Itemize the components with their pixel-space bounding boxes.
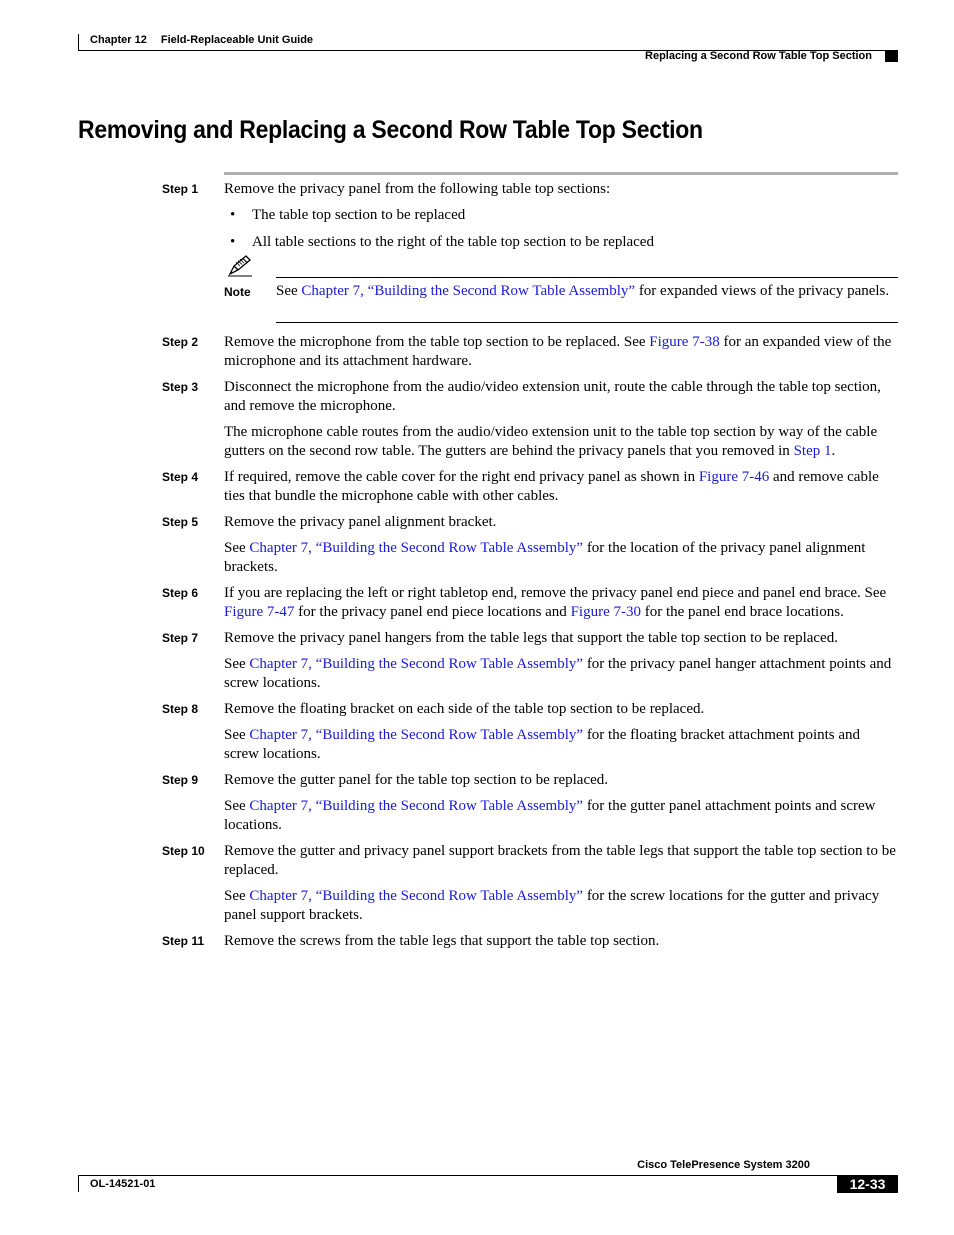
step-1 (0, 180, 954, 326)
see-text-post: for the location of the privacy panel alignment brackets. (224, 540, 866, 575)
note-rule-bottom (276, 322, 898, 323)
note-text-pre: See (276, 283, 302, 299)
running-header-left (90, 34, 313, 46)
step-body (224, 584, 898, 622)
detail-text-post: . (831, 443, 836, 459)
step-see-also (224, 655, 898, 693)
chapter-7-link[interactable]: Chapter 7, “Building the Second Row Table Assembly” (301, 283, 636, 299)
header-section: Replacing a Second Row Table Top Section (645, 50, 872, 62)
step-10 (0, 842, 954, 925)
step-text-post: for the panel end brace locations. (640, 604, 844, 620)
header-chapter: Chapter 12 (90, 34, 147, 46)
step-text-mid: for the privacy panel end piece locations and (294, 604, 571, 620)
step-text: Remove the gutter panel for the table top section to be replaced. (224, 772, 609, 788)
step-text-pre: If required, remove the cable cover for the right end privacy panel as shown in (224, 469, 699, 485)
footer-doc-id: OL-14521-01 (90, 1178, 156, 1190)
step-text (224, 468, 898, 506)
step-3 (0, 378, 954, 461)
figure-7-30-link[interactable]: Figure 7-30 (570, 604, 641, 620)
step-body (224, 700, 898, 764)
step-text: Remove the gutter and privacy panel support brackets from the table legs that support the table top section to be replaced. (224, 843, 896, 878)
chapter-7-link[interactable]: Chapter 7, “Building the Second Row Table Assembly” (249, 888, 584, 904)
step-body (224, 180, 898, 252)
step-text: Remove the privacy panel hangers from the table legs that support the table top section to be replaced. (224, 630, 838, 646)
chapter-7-link[interactable]: Chapter 7, “Building the Second Row Table Assembly” (249, 798, 584, 814)
header-guide: Field-Replaceable Unit Guide (160, 34, 314, 46)
detail-text-pre: The microphone cable routes from the audio/video extension unit to the table top section by way of the cable gutters on the second row table. The gutters are behind the privacy panels that you removed in (224, 424, 878, 459)
step-see-also (224, 726, 898, 764)
step-text-post: and remove cable ties that bundle the microphone cable with other cables. (224, 469, 879, 504)
step-label: Step 6 (162, 586, 199, 600)
see-text-pre: See (224, 727, 250, 743)
see-text-pre: See (224, 798, 250, 814)
step-label: Step 1 (162, 182, 199, 196)
step-label: Step 3 (162, 380, 199, 394)
step-text: Remove the privacy panel from the following table top sections: (224, 181, 611, 197)
chapter-7-link[interactable]: Chapter 7, “Building the Second Row Table Assembly” (249, 727, 584, 743)
note-text (276, 282, 898, 301)
step-6 (0, 584, 954, 622)
note-label: Note (224, 285, 251, 299)
chapter-7-link[interactable]: Chapter 7, “Building the Second Row Table Assembly” (249, 540, 584, 556)
step-label: Step 5 (162, 515, 199, 529)
step-label: Step 11 (162, 934, 205, 948)
step-4 (0, 468, 954, 506)
footer-system-name: Cisco TelePresence System 3200 (637, 1159, 810, 1171)
step-label: Step 4 (162, 470, 199, 484)
page-number: 12-33 (837, 1175, 898, 1193)
see-text-pre: See (224, 656, 250, 672)
step-body (224, 513, 898, 577)
footer-rule (78, 1175, 898, 1176)
step-8 (0, 700, 954, 764)
figure-7-47-link[interactable]: Figure 7-47 (224, 604, 295, 620)
note-text-post: for expanded views of the privacy panels. (635, 283, 890, 299)
note-block (0, 260, 954, 326)
step-1-link[interactable]: Step 1 (793, 443, 832, 459)
step-body (224, 932, 898, 951)
step-9 (0, 771, 954, 835)
see-text-post: for the floating bracket attachment points and screw locations. (224, 727, 861, 762)
step-see-also (224, 797, 898, 835)
see-text-post: for the privacy panel hanger attachment points and screw locations. (224, 656, 892, 691)
pencil-note-icon (226, 254, 254, 278)
step-2 (0, 333, 954, 371)
bullet-list (224, 206, 898, 252)
step-11 (0, 932, 954, 951)
step-body (224, 629, 898, 693)
step-see-also (224, 887, 898, 925)
step-label: Step 8 (162, 702, 199, 716)
figure-7-38-link[interactable]: Figure 7-38 (649, 334, 720, 350)
step-text-pre: If you are replacing the left or right tabletop end, remove the privacy panel end piece and panel end brace. See (224, 585, 887, 601)
note-rule-top (276, 277, 898, 278)
step-text: Remove the privacy panel alignment bracket. (224, 514, 497, 530)
step-body (224, 468, 898, 506)
step-body (224, 333, 898, 371)
header-block-marker (885, 50, 898, 62)
step-label: Step 10 (162, 844, 205, 858)
step-label: Step 7 (162, 631, 199, 645)
header-vertical-bar (78, 34, 79, 51)
step-text (224, 584, 898, 622)
step-text: Remove the screws from the table legs that support the table top section. (224, 933, 660, 949)
step-see-also (224, 539, 898, 577)
step-body (224, 771, 898, 835)
step-text-pre: Remove the microphone from the table top section to be replaced. See (224, 334, 650, 350)
step-body (224, 378, 898, 461)
step-5 (0, 513, 954, 577)
bullet-item: • The table top section to be replaced (224, 206, 898, 225)
step-label: Step 2 (162, 335, 199, 349)
see-text-post: for the screw locations for the gutter and privacy panel support brackets. (224, 888, 880, 923)
step-body (224, 842, 898, 925)
see-text-post: for the gutter panel attachment points and screw locations. (224, 798, 876, 833)
step-text-post: for an expanded view of the microphone and its attachment hardware. (224, 334, 892, 369)
procedure-steps (0, 180, 954, 958)
step-text: Disconnect the microphone from the audio/video extension unit, route the cable through the table top section, and remove the microphone. (224, 379, 881, 414)
page-title: Removing and Replacing a Second Row Table Top Section (78, 116, 703, 144)
see-text-pre: See (224, 540, 250, 556)
step-text (224, 333, 898, 371)
step-7 (0, 629, 954, 693)
bullet-item: • All table sections to the right of the table top section to be replaced (224, 233, 898, 252)
step-detail (224, 423, 898, 461)
chapter-7-link[interactable]: Chapter 7, “Building the Second Row Table Assembly” (249, 656, 584, 672)
step-text: Remove the floating bracket on each side of the table top section to be replaced. (224, 701, 705, 717)
step-label: Step 9 (162, 773, 199, 787)
figure-7-46-link[interactable]: Figure 7-46 (698, 469, 770, 485)
title-rule (224, 172, 898, 175)
see-text-pre: See (224, 888, 250, 904)
footer-vertical-bar (78, 1175, 79, 1192)
